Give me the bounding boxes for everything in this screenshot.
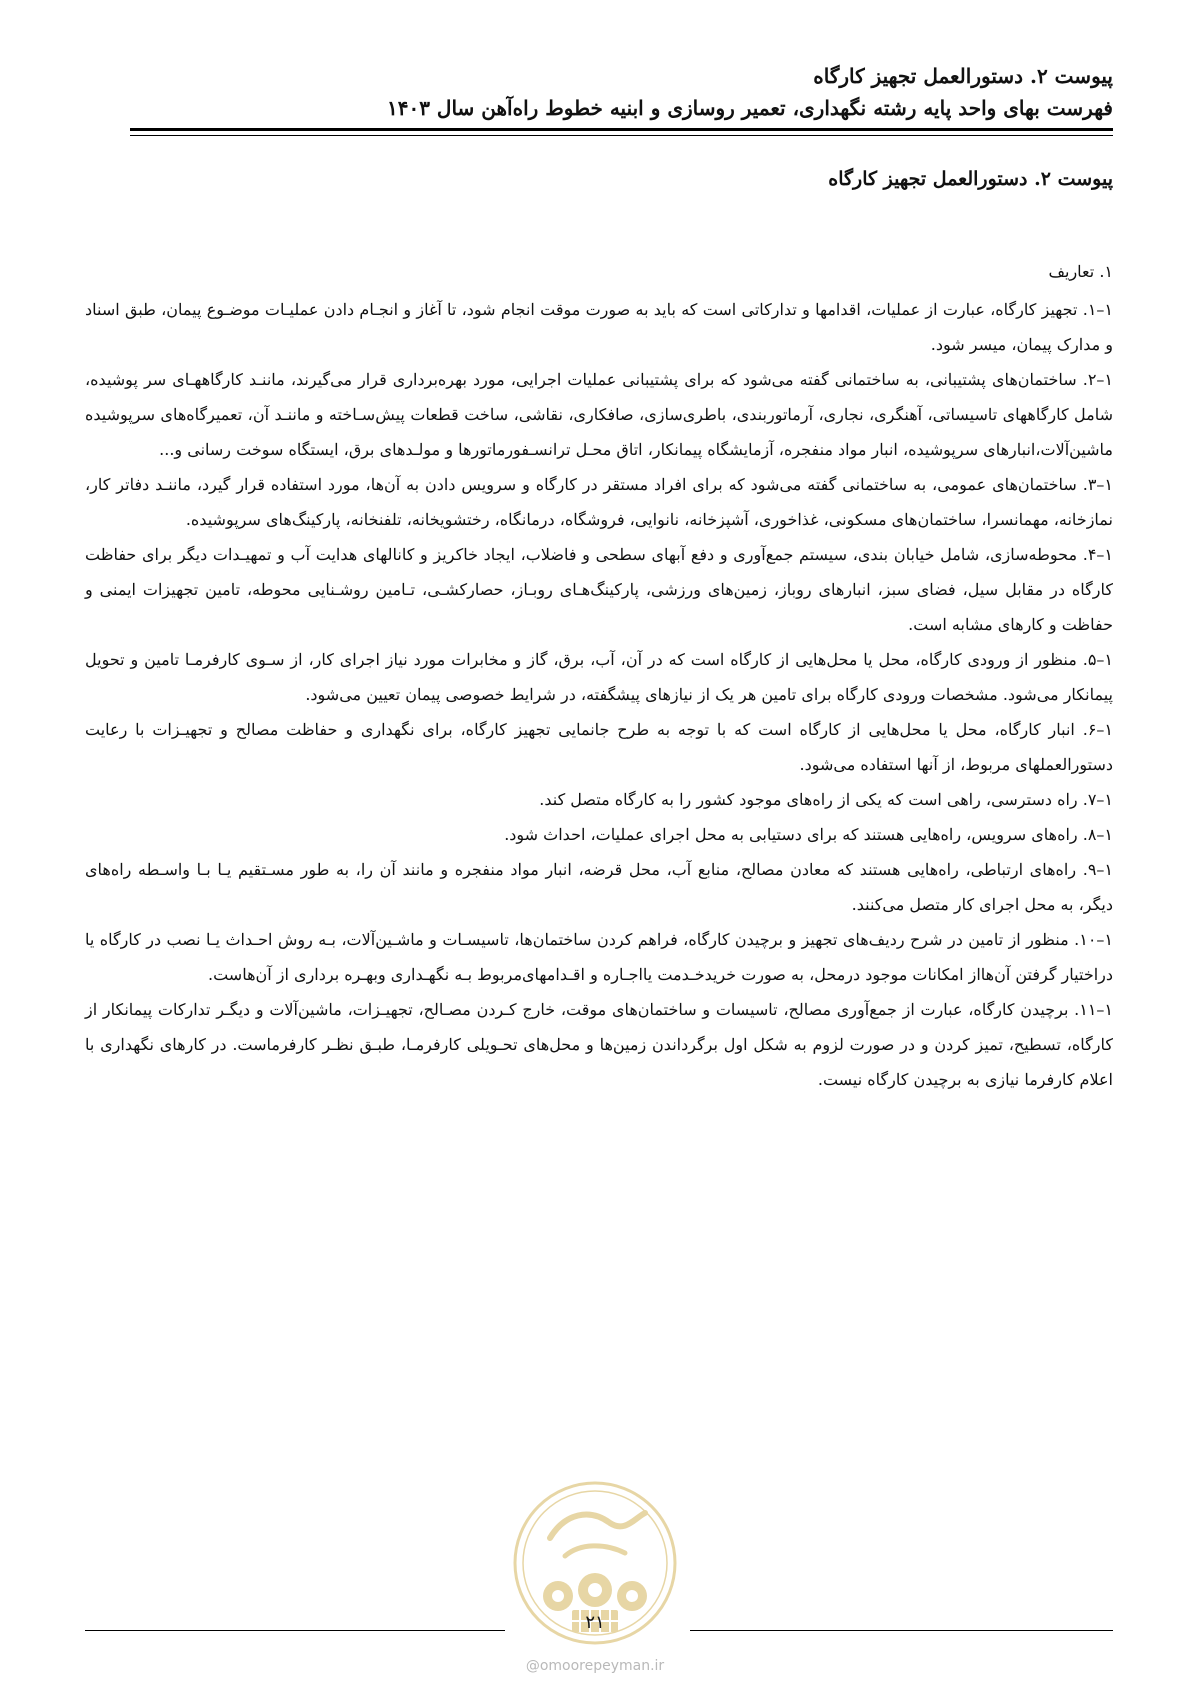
header-subtitle: فهرست بهای واحد پایه رشته نگهداری، تعمیر روسازی و ابنیه خطوط راه‌آهن سال ۱۴۰۳ [387, 96, 1113, 120]
paragraph-1-6: ۱–۶. انبار کارگاه، محل یا محل‌هایی از کارگاه است که با توجه به طرح جانمایی تجهیز کارگاه، برای نگهداری و حفاظت مصالح و تجهیـزات با رعایت دستورالعملهای مربوط، از آنها استفاده می‌شود. [85, 720, 1113, 774]
paragraph-1-1: ۱–۱. تجهیز کارگاه، عبارت از عملیات، اقدامها و تدارکاتی است که باید به صورت موقت انجام شود، تا آغاز و انجـام دادن عملیـات موضـوع پیمان، طبق اسناد و مدارک پیمان، میسر شود. [85, 300, 1113, 354]
page-header [130, 60, 1113, 124]
paragraph-1-3: ۱–۳. ساختمان‌های عمومی، به ساختمانی گفته می‌شود که برای افراد مستقر در کارگاه و سرویس دادن به آن‌ها، مورد استفاده قرار گیرد، ماننـد دفاتر کار، نمازخانه، مهمانسرا، ساختمان‌های مسکونی، غذاخوری، آشپزخانه، نانوایی، فروشگاه، درمانگاه، رختشویخانه، تلفنخانه، پارکینگ‌های سرپوشیده. [85, 475, 1113, 529]
paragraph-1-5: ۱–۵. منظور از ورودی کارگاه، محل یا محل‌هایی از کارگاه است که در آن، آب، برق، گاز و مخابرات مورد نیاز اجرای کار، از سـوی کارفرمـا تامین و تحویل پیمانکار می‌شود. مشخصات ورودی کارگاه برای تامین هر یک از نیازهای پیشگفته، در شرایط خصوصی پیمان تعیین می‌شود. [85, 650, 1113, 704]
paragraph-1-8: ۱–۸. راه‌های سرویس، راه‌هایی هستند که برای دستیابی به محل اجرای عملیات، احداث شود. [504, 825, 1113, 844]
page-number: ۲۱ [585, 1612, 605, 1633]
footer-rule-right [690, 1630, 1113, 1631]
paragraph-1-11: ۱–۱۱. برچیدن کارگاه، عبارت از جمع‌آوری مصالح، تاسیسات و ساختمان‌های موقت، خارج کـردن مصـالح، تجهیـزات، ماشین‌آلات و دیگـر تدارکات پیمانکار از کارگاه، تسطیح، تمیز کردن و در صورت لزوم به شکل اول برگرداندن زمین‌ها و محل‌های تحـویلی کارفرمـا، طبـق نظـر کارفرماست. در کارهای نگهداری با اعلام کارفرما نیازی به برچیدن کارگاه نیست. [85, 1000, 1113, 1089]
paragraph-1-4: ۱–۴. محوطه‌سازی، شامل خیابان بندی، سیستم جمع‌آوری و دفع آبهای سطحی و فاضلاب، ایجاد خاکریز و کانالهای هدایت آب و تمهیـدات دیگر برای حفاظت کارگاه در مقابل سیل، فضای سبز، انبارهای روباز، زمین‌های ورزشی، پارکینگ‌هـای روبـاز، حصارکشـی، تـامین روشـنایی محوطه، تامین تجهیزات ایمنی و حفاظت و کارهای مشابه است. [85, 545, 1114, 634]
definitions-heading: ۱. تعاریف [1048, 262, 1113, 281]
header-title: پیوست ۲. دستورالعمل تجهیز کارگاه [813, 64, 1113, 88]
paragraph-1-2: ۱–۲. ساختمان‌های پشتیبانی، به ساختمانی گفته می‌شود که برای پشتیبانی عملیات اجرایی، مورد بهره‌برداری قرار می‌گیرند، ماننـد کارگاههـای سر پوشیده، شامل کارگاههای تاسیساتی، آهنگری، نجاری، آرماتوربندی، باطری‌سازی، صافکاری، نقاشی، ساخت قطعات پیش‌سـاخته و ماننـد آن، تعمیرگاه‌های سرپوشیده ماشین‌آلات،انبارهای سرپوشیده، انبار مواد منفجره، آزمایشگاه پیمانکار، اتاق محـل ترانسـفورماتورها و مولـدهای برق، ایستگاه سوخت رسانی و... [85, 370, 1113, 459]
header-rule-thin [130, 135, 1113, 136]
paragraph-1-10: ۱–۱۰. منظور از تامین در شرح ردیف‌های تجهیز و برچیدن کارگاه، فراهم کردن ساختمان‌ها، تاسیسـات و ماشـین‌آلات، بـه روش احـداث یـا نصب در کارگاه یا دراختیار گرفتن آن‌هااز امکانات موجود درمحل، به صورت خریدخـدمت یااجـاره و اقـدامهای‌مربوط بـه نگهـداری وبهـره برداری از آن‌هاست. [85, 930, 1113, 984]
section-title: پیوست ۲. دستورالعمل تجهیز کارگاه [828, 168, 1113, 190]
header-rule-thick [130, 128, 1113, 131]
paragraph-1-7: ۱–۷. راه دسترسی، راهی است که یکی از راه‌های موجود کشور را به کارگاه متصل کند. [539, 790, 1113, 809]
footer-rule-left [85, 1630, 505, 1631]
site-watermark-text: @omoorepeyman.ir [525, 1658, 665, 1674]
document-body [85, 258, 1113, 1097]
paragraph-1-9: ۱–۹. راه‌های ارتباطی، راه‌هایی هستند که معادن مصالح، منابع آب، محل قرضه، انبار مواد منفجره و مانند آن را، به طور مسـتقیم یـا بـا واسـطه راه‌های دیگر، به محل اجرای کار متصل می‌کنند. [85, 860, 1113, 914]
